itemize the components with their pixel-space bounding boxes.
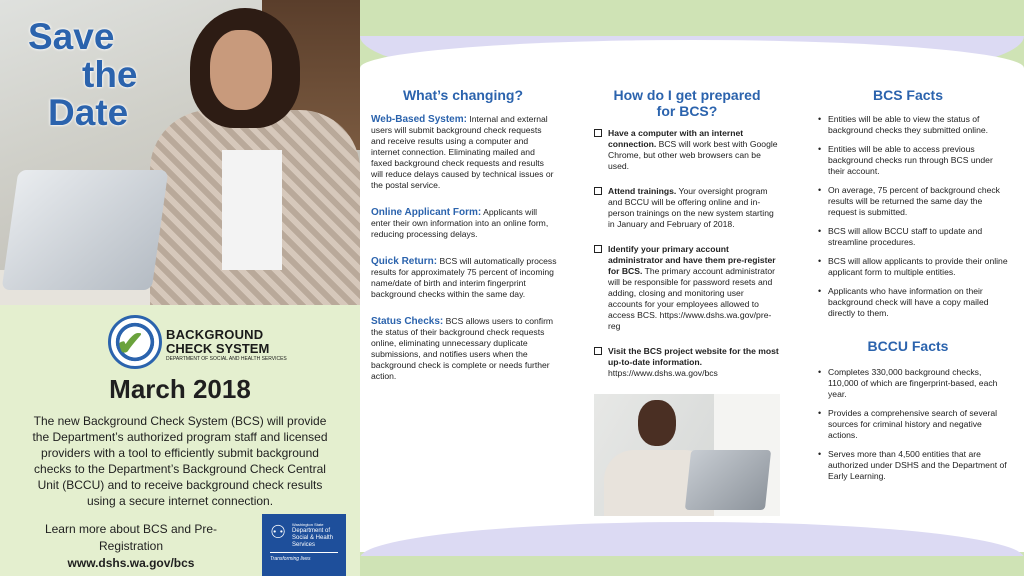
- list-item: • Completes 330,000 background checks, 110,000 of which are fingerprint-based, each year.: [818, 367, 1008, 400]
- checkbox-icon: [594, 245, 602, 253]
- changing-item: Web-Based System: Internal and external users will submit background check requests and receive results using a computer and internet connection. Eliminating mailed and faxed background check requests and results will reduce delays caused by technical issues or the postal service.: [371, 114, 554, 190]
- dshs-tagline: Transforming lives: [270, 556, 311, 562]
- list-item: • Applicants who have information on their background check will have a copy mailed directly to them.: [818, 286, 1008, 319]
- learn-more: [16, 521, 246, 572]
- bcs-facts-list: [818, 114, 1008, 327]
- dshs-people-icon: ⚇: [270, 522, 287, 542]
- list-item: • On average, 75 percent of background check results will be returned the same day the request is submitted.: [818, 185, 1008, 218]
- checkbox-icon: [594, 129, 602, 137]
- prepare-step: Visit the BCS project website for the most up-to-date information. https://www.dshs.wa.gov/bcs: [594, 346, 780, 379]
- save-the-date-heading: [28, 18, 168, 132]
- save-word: Save: [28, 16, 115, 57]
- bcs-logo: [108, 315, 287, 371]
- bcs-facts-heading: BCS Facts: [872, 87, 944, 103]
- changing-heading: What’s changing?: [402, 87, 524, 103]
- list-item: • Entities will be able to access previous background checks run through BCS under their account.: [818, 144, 1008, 177]
- bccu-facts-list: [818, 367, 1008, 490]
- changing-item: Status Checks: BCS allows users to confirm the status of their background check requests online, eliminating unnecessary duplicate submissions, and notifies users when the background check is complete or needs further action.: [371, 316, 554, 381]
- prepare-step: Have a computer with an internet connection. BCS will work best with Google Chrome, but other web browsers can be used.: [594, 128, 780, 172]
- dshs-name: Department of Social & Health Services: [292, 528, 334, 548]
- list-item: • Serves more than 4,500 entities that are authorized under DSHS and the Department of Early Learning.: [818, 449, 1008, 482]
- bccu-facts-heading: BCCU Facts: [867, 338, 949, 354]
- man-laptop-photo: [594, 394, 780, 516]
- dshs-logo: [262, 514, 346, 576]
- changing-column: [371, 114, 557, 398]
- list-item: • BCS will allow applicants to provide their online applicant form to multiple entities.: [818, 256, 1008, 278]
- list-item: • Entities will be able to view the status of background checks they submitted online.: [818, 114, 1008, 136]
- dshs-state: Washington State: [292, 522, 324, 527]
- checkbox-icon: [594, 187, 602, 195]
- changing-item: Quick Return: BCS will automatically process results for approximately 75 percent of incoming name/date of birth and interim fingerprint background checks within the same day.: [371, 256, 557, 299]
- checkmark-icon: ✔: [116, 325, 145, 363]
- changing-item: Online Applicant Form: Applicants will enter their own information into an online form, reducing processing delays.: [371, 207, 549, 239]
- learn-more-text: Learn more about BCS and Pre-Registration: [44, 522, 218, 553]
- prepare-column: [594, 128, 780, 393]
- learn-more-url[interactable]: www.dshs.wa.gov/bcs: [67, 556, 195, 570]
- left-panel: [0, 0, 360, 576]
- date-word: Date: [48, 92, 129, 133]
- prepare-step: Identify your primary account administrator and have them pre-register for BCS. The primary account administrator will be responsible for password resets and adding, closing and monitoring user accounts for your employees allowed to access BCS. https://www.dshs.wa.gov/pre-reg: [594, 244, 780, 332]
- prepare-heading: How do I get prepared for BCS?: [613, 87, 761, 119]
- the-word: the: [82, 54, 138, 95]
- logo-line3: DEPARTMENT OF SOCIAL AND HEALTH SERVICES: [166, 356, 287, 362]
- logo-line1: BACKGROUND: [166, 327, 264, 342]
- intro-paragraph: The new Background Check System (BCS) will provide the Department’s authorized program staff and licensed providers with a tool to efficiently submit background checks to the Department’s Background Check Central Unit (BCCU) and to receive background check results using a secure internet connection.: [32, 414, 328, 508]
- list-item: • Provides a comprehensive search of several sources for criminal history and negative actions.: [818, 408, 1008, 441]
- checkbox-icon: [594, 347, 602, 355]
- list-item: • BCS will allow BCCU staff to update and streamline procedures.: [818, 226, 1008, 248]
- logo-line2: CHECK SYSTEM: [166, 341, 270, 356]
- event-date: March 2018: [109, 374, 251, 404]
- prepare-step: Attend trainings. Your oversight program and BCCU will be offering online and in-person trainings on the new system starting in January and February of 2018.: [594, 186, 780, 230]
